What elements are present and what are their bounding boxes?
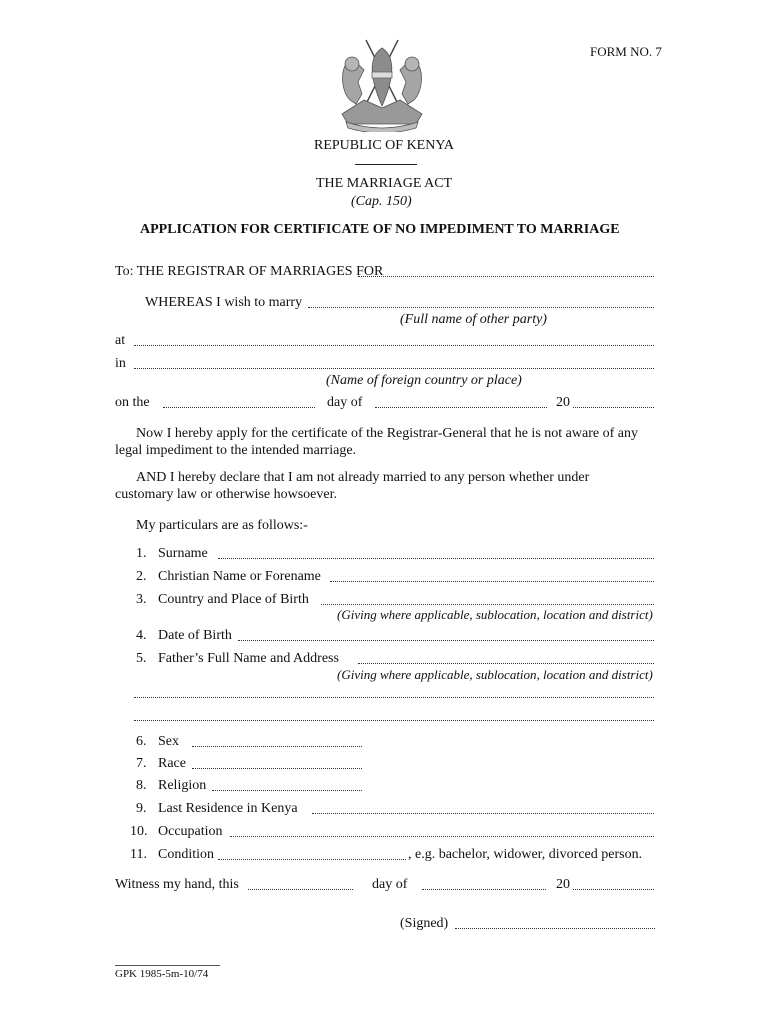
declare-paragraph-line2: customary law or otherwise howsoever.: [115, 487, 337, 502]
birthplace-caption: (Giving where applicable, sublocation, location and district): [337, 607, 653, 622]
cap-reference: (Cap. 150): [351, 194, 412, 209]
act-heading: THE MARRIAGE ACT: [316, 176, 453, 191]
religion-field[interactable]: [212, 790, 362, 791]
forename-field[interactable]: [330, 581, 654, 582]
item-number: 8.: [136, 778, 147, 793]
registrar-district-field[interactable]: [358, 276, 654, 277]
birthplace-field[interactable]: [321, 604, 654, 605]
item-number: 11.: [130, 847, 147, 862]
day-of-label: day of: [327, 395, 363, 410]
item-label-last-residence: Last Residence in Kenya: [158, 801, 298, 816]
item-number: 5.: [136, 651, 147, 666]
sex-field[interactable]: [192, 746, 362, 747]
item-label-religion: Religion: [158, 778, 207, 793]
witness-year-field[interactable]: [573, 889, 654, 890]
item-number: 1.: [136, 546, 147, 561]
registrar-label: To: THE REGISTRAR OF MARRIAGES FOR: [115, 264, 384, 279]
other-party-name-field[interactable]: [308, 307, 654, 308]
in-label: in: [115, 356, 126, 371]
item-label-surname: Surname: [158, 546, 208, 561]
occupation-field[interactable]: [230, 836, 654, 837]
on-the-label: on the: [115, 395, 150, 410]
condition-field[interactable]: [218, 859, 406, 860]
item-label-race: Race: [158, 756, 186, 771]
father-address-field-2[interactable]: [134, 720, 654, 721]
item-number: 9.: [136, 801, 147, 816]
surname-field[interactable]: [218, 558, 654, 559]
item-number: 7.: [136, 756, 147, 771]
witness-year-prefix: 20: [556, 877, 570, 892]
item-label-occupation: Occupation: [158, 824, 223, 839]
item-number: 3.: [136, 592, 147, 607]
kenya-coat-of-arms-icon: [336, 34, 428, 132]
item-number: 6.: [136, 734, 147, 749]
form-title: APPLICATION FOR CERTIFICATE OF NO IMPEDIMENT TO MARRIAGE: [140, 222, 620, 237]
heading-divider: [355, 164, 417, 165]
witness-month-field[interactable]: [422, 889, 546, 890]
date-day-field[interactable]: [163, 407, 315, 408]
in-country-field[interactable]: [134, 368, 654, 369]
last-residence-field[interactable]: [312, 813, 654, 814]
father-name-field[interactable]: [358, 663, 654, 664]
republic-heading: REPUBLIC OF KENYA: [314, 138, 455, 153]
date-year-field[interactable]: [573, 407, 654, 408]
father-caption: (Giving where applicable, sublocation, location and district): [337, 667, 653, 682]
declare-paragraph-line1: AND I hereby declare that I am not already married to any person whether under: [136, 470, 590, 485]
witness-day-field[interactable]: [248, 889, 353, 890]
at-place-field[interactable]: [134, 345, 654, 346]
apply-paragraph-line2: legal impediment to the intended marriage.: [115, 443, 357, 458]
year-prefix: 20: [556, 395, 570, 410]
item-label-sex: Sex: [158, 734, 179, 749]
date-of-birth-field[interactable]: [238, 640, 654, 641]
apply-paragraph-line1: Now I hereby apply for the certificate of the Registrar-General that he is not aware of any: [136, 426, 638, 441]
item-number: 4.: [136, 628, 147, 643]
witness-day-of-label: day of: [372, 877, 408, 892]
item-number: 10.: [130, 824, 148, 839]
condition-examples: , e.g. bachelor, widower, divorced person.: [408, 847, 643, 862]
at-label: at: [115, 333, 126, 348]
form-number: FORM NO. 7: [590, 44, 662, 59]
whereas-label: WHEREAS I wish to marry: [145, 295, 303, 310]
signed-label: (Signed): [400, 916, 449, 931]
item-label-date-of-birth: Date of Birth: [158, 628, 232, 643]
race-field[interactable]: [192, 768, 362, 769]
other-party-caption: (Full name of other party): [400, 312, 547, 327]
witness-label: Witness my hand, this: [115, 877, 239, 892]
father-address-field-1[interactable]: [134, 697, 654, 698]
particulars-intro: My particulars are as follows:-: [136, 518, 308, 533]
footer-divider: [115, 965, 220, 966]
item-label-condition: Condition: [158, 847, 215, 862]
item-number: 2.: [136, 569, 147, 584]
item-label-forename: Christian Name or Forename: [158, 569, 321, 584]
item-label-birthplace: Country and Place of Birth: [158, 592, 309, 607]
date-month-field[interactable]: [375, 407, 547, 408]
footer-code: GPK 1985-5m-10/74: [115, 968, 209, 980]
item-label-father: Father’s Full Name and Address: [158, 651, 339, 666]
country-caption: (Name of foreign country or place): [326, 373, 522, 388]
signature-field[interactable]: [455, 928, 655, 929]
